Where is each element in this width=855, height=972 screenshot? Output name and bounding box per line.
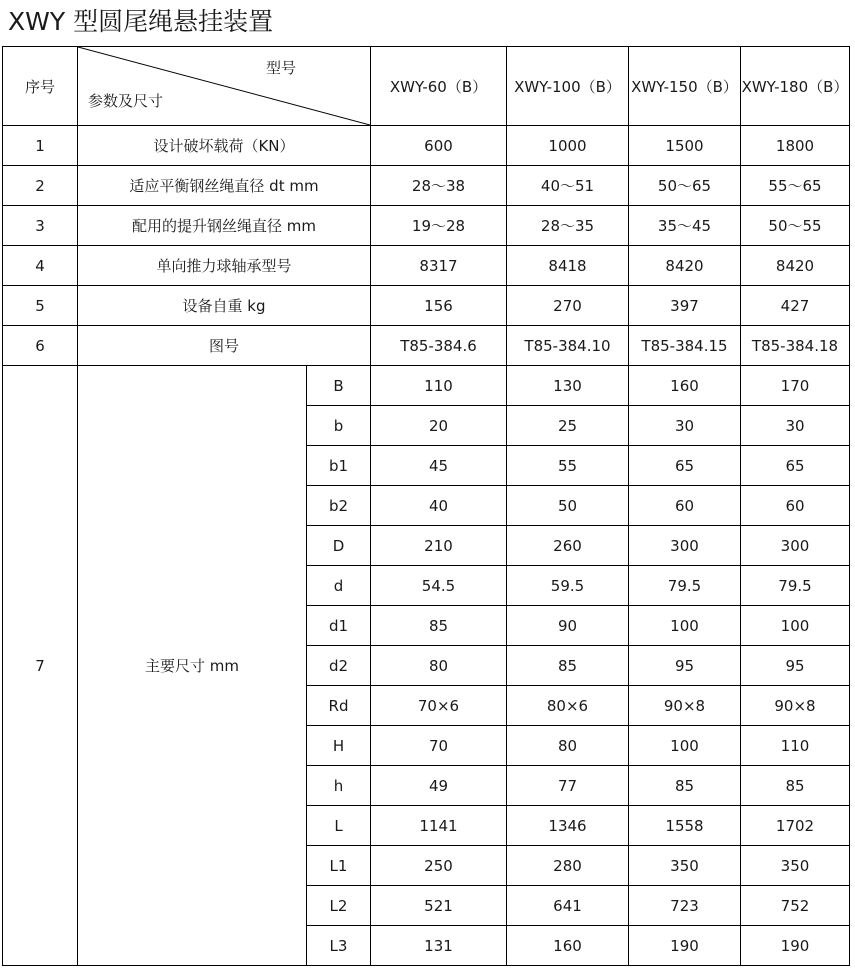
- dim-value: 100: [629, 726, 741, 766]
- dim-value: 65: [741, 446, 850, 486]
- dim-value: 160: [507, 926, 629, 966]
- row-value: 28～38: [371, 166, 507, 206]
- dim-value: 752: [741, 886, 850, 926]
- dim-value: 30: [741, 406, 850, 446]
- dim-value: 100: [629, 606, 741, 646]
- row-value: 28～35: [507, 206, 629, 246]
- row-seq: 6: [3, 326, 78, 366]
- dim-value: 110: [371, 366, 507, 406]
- table-row: [3, 166, 850, 206]
- dim-value: 54.5: [371, 566, 507, 606]
- row-value: 55～65: [741, 166, 850, 206]
- header-param-label: 参数及尺寸: [88, 92, 164, 110]
- dim-value: 45: [371, 446, 507, 486]
- row-param: 图号: [78, 326, 371, 366]
- dim-value: 65: [629, 446, 741, 486]
- dim-symbol: L: [307, 806, 371, 846]
- dim-value: 77: [507, 766, 629, 806]
- row-value: T85-384.6: [371, 326, 507, 366]
- page-title: XWY 型圆尾绳悬挂装置: [8, 7, 274, 36]
- dim-value: 90: [507, 606, 629, 646]
- dim-value: 20: [371, 406, 507, 446]
- row-seq: 3: [3, 206, 78, 246]
- dim-symbol: D: [307, 526, 371, 566]
- row-value: 1800: [741, 126, 850, 166]
- dim-symbol: L3: [307, 926, 371, 966]
- header-model: XWY-100（B）: [507, 47, 629, 126]
- dim-symbol: Rd: [307, 686, 371, 726]
- table-row: [3, 126, 850, 166]
- header-seq: 序号: [3, 47, 78, 126]
- diagonal-line: [78, 47, 370, 125]
- dim-value: 190: [629, 926, 741, 966]
- header-diagonal-cell: [78, 47, 371, 126]
- row-param: 设备自重 kg: [78, 286, 371, 326]
- dim-symbol: B: [307, 366, 371, 406]
- dim-value: 130: [507, 366, 629, 406]
- row-seq: 4: [3, 246, 78, 286]
- row-value: 8317: [371, 246, 507, 286]
- row-value: 270: [507, 286, 629, 326]
- dim-value: 55: [507, 446, 629, 486]
- row-value: 8418: [507, 246, 629, 286]
- dim-value: 60: [629, 486, 741, 526]
- table-row: [3, 326, 850, 366]
- dim-symbol: H: [307, 726, 371, 766]
- row-value: 19～28: [371, 206, 507, 246]
- dim-value: 85: [507, 646, 629, 686]
- header-model-label: 型号: [265, 59, 296, 77]
- row-value: 156: [371, 286, 507, 326]
- dim-value: 85: [741, 766, 850, 806]
- dimension-row: [3, 366, 850, 406]
- row-value: 8420: [741, 246, 850, 286]
- dim-value: 85: [629, 766, 741, 806]
- dim-value: 49: [371, 766, 507, 806]
- dim-symbol: L1: [307, 846, 371, 886]
- dim-value: 260: [507, 526, 629, 566]
- dim-value: 110: [741, 726, 850, 766]
- dim-value: 641: [507, 886, 629, 926]
- dim-value: 79.5: [629, 566, 741, 606]
- row-value: 40～51: [507, 166, 629, 206]
- row-seq: 2: [3, 166, 78, 206]
- row-param: 配用的提升钢丝绳直径 mm: [78, 206, 371, 246]
- dim-symbol: d: [307, 566, 371, 606]
- row-param: 设计破坏载荷（KN）: [78, 126, 371, 166]
- dim-value: 50: [507, 486, 629, 526]
- row-param: 适应平衡钢丝绳直径 dt mm: [78, 166, 371, 206]
- dim-value: 280: [507, 846, 629, 886]
- dim-value: 350: [629, 846, 741, 886]
- dim-value: 1702: [741, 806, 850, 846]
- row-param: 单向推力球轴承型号: [78, 246, 371, 286]
- dim-value: 70×6: [371, 686, 507, 726]
- dim-symbol: b2: [307, 486, 371, 526]
- row-value: T85-384.18: [741, 326, 850, 366]
- dim-value: 190: [741, 926, 850, 966]
- dims-label: 主要尺寸 mm: [78, 366, 307, 966]
- dim-symbol: h: [307, 766, 371, 806]
- dim-value: 80×6: [507, 686, 629, 726]
- dim-value: 90×8: [741, 686, 850, 726]
- row-seq: 1: [3, 126, 78, 166]
- row-value: 427: [741, 286, 850, 326]
- row-value: T85-384.10: [507, 326, 629, 366]
- dim-value: 79.5: [741, 566, 850, 606]
- dim-symbol: d2: [307, 646, 371, 686]
- dim-value: 160: [629, 366, 741, 406]
- table-row: [3, 206, 850, 246]
- dim-value: 250: [371, 846, 507, 886]
- dim-value: 70: [371, 726, 507, 766]
- dim-value: 170: [741, 366, 850, 406]
- dim-value: 100: [741, 606, 850, 646]
- row-value: T85-384.15: [629, 326, 741, 366]
- dim-symbol: d1: [307, 606, 371, 646]
- dim-value: 40: [371, 486, 507, 526]
- header-model: XWY-60（B）: [371, 47, 507, 126]
- spec-table: [2, 46, 850, 966]
- row-value: 50～65: [629, 166, 741, 206]
- dim-value: 80: [507, 726, 629, 766]
- dims-seq: 7: [3, 366, 78, 966]
- dim-value: 300: [629, 526, 741, 566]
- dim-value: 1141: [371, 806, 507, 846]
- dim-value: 521: [371, 886, 507, 926]
- dim-value: 350: [741, 846, 850, 886]
- row-value: 397: [629, 286, 741, 326]
- row-value: 1500: [629, 126, 741, 166]
- dim-value: 1558: [629, 806, 741, 846]
- header-model: XWY-150（B）: [629, 47, 741, 126]
- row-value: 1000: [507, 126, 629, 166]
- table-row: [3, 286, 850, 326]
- dim-value: 59.5: [507, 566, 629, 606]
- table-row: [3, 246, 850, 286]
- dim-value: 1346: [507, 806, 629, 846]
- dim-value: 723: [629, 886, 741, 926]
- dim-value: 85: [371, 606, 507, 646]
- dim-symbol: L2: [307, 886, 371, 926]
- row-value: 600: [371, 126, 507, 166]
- dim-value: 95: [741, 646, 850, 686]
- dim-value: 30: [629, 406, 741, 446]
- dim-value: 25: [507, 406, 629, 446]
- row-seq: 5: [3, 286, 78, 326]
- dim-value: 210: [371, 526, 507, 566]
- dim-value: 90×8: [629, 686, 741, 726]
- header-row: [3, 47, 850, 126]
- dim-value: 60: [741, 486, 850, 526]
- dim-symbol: b: [307, 406, 371, 446]
- row-value: 35～45: [629, 206, 741, 246]
- dim-value: 95: [629, 646, 741, 686]
- header-model: XWY-180（B）: [741, 47, 850, 126]
- dim-value: 131: [371, 926, 507, 966]
- row-value: 50～55: [741, 206, 850, 246]
- dim-symbol: b1: [307, 446, 371, 486]
- dim-value: 300: [741, 526, 850, 566]
- row-value: 8420: [629, 246, 741, 286]
- dim-value: 80: [371, 646, 507, 686]
